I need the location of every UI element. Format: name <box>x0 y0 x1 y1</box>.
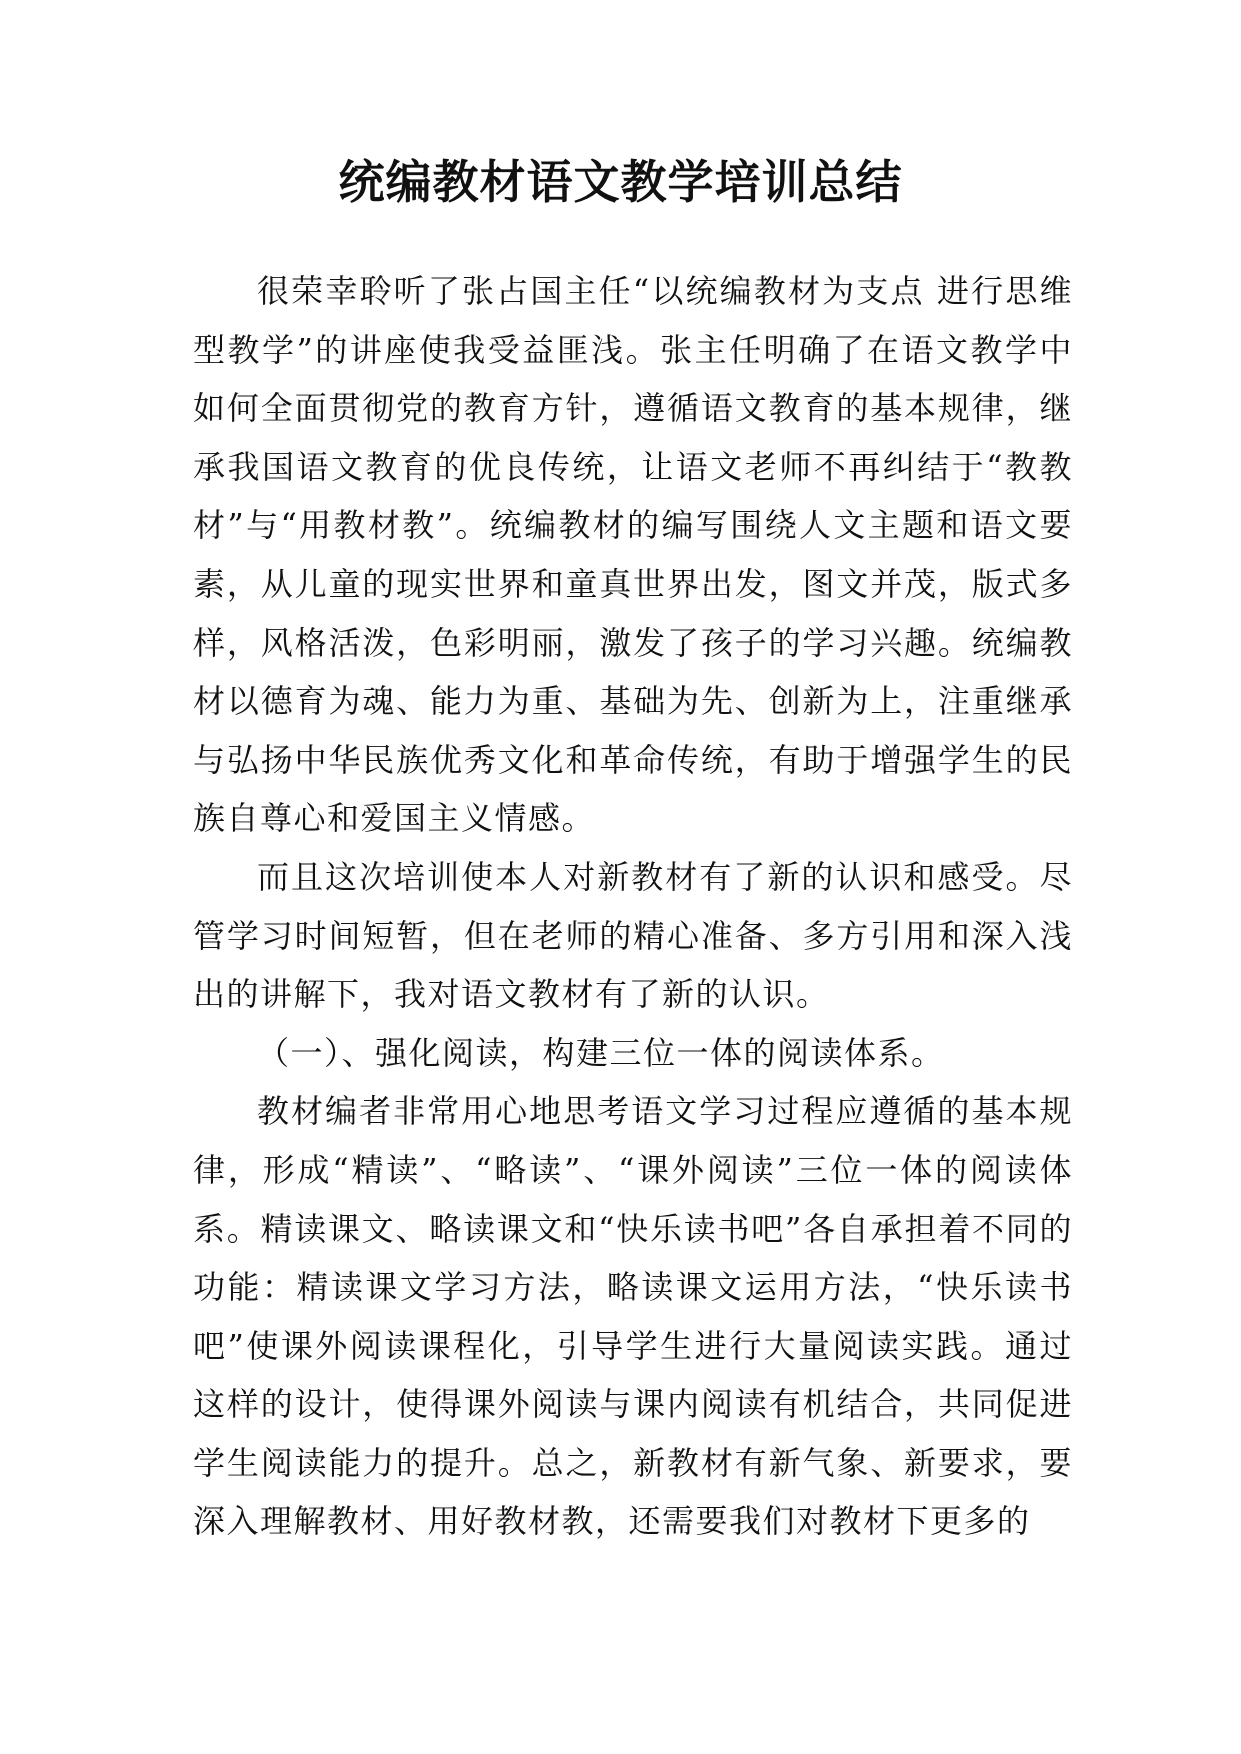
document-title: 统编教材语文教学培训总结 <box>338 155 903 209</box>
section-heading-reading: （一）、强化阅读，构建三位一体的阅读体系。 <box>257 1033 945 1072</box>
document-body <box>193 262 1073 1551</box>
paragraph-intro: 很荣幸聆听了张占国主任“以统编教材为支点 进行思维型教学”的讲座使我受益匪浅。张主任明确了在语文教学中如何全面贯彻党的教育方针，遵循语文教育的基本规律，继承我国语文教育的优良传统，让语文老师不再纠结于“教教材”与“用教材教”。统编教材的编写围绕人文主题和语文要素，从儿童的现实世界和童真世界出发，图文并茂，版式多样，风格活泼，色彩明丽，激发了孩子的学习兴趣。统编教材以德育为魂、能力为重、基础为先、创新为上，注重继承与弘扬中华民族优秀文化和革命传统，有助于增强学生的民族自尊心和爱国主义情感。 <box>193 272 1073 838</box>
paragraph-reading-system: 教材编者非常用心地思考语文学习过程应遵循的基本规律，形成“精读”、“略读”、“课外阅读”三位一体的阅读体系。精读课文、略读课文和“快乐读书吧”各自承担着不同的功能：精读课文学习方法，略读课文运用方法，“快乐读书吧”使课外阅读课程化，引导学生进行大量阅读实践。通过这样的设计，使得课外阅读与课内阅读有机结合，共同促进学生阅读能力的提升。总之，新教材有新气象、新要求，要深入理解教材、用好教材教，还需要我们对教材下更多的 <box>193 1092 1073 1541</box>
paragraph-training-impression: 而且这次培训使本人对新教材有了新的认识和感受。尽管学习时间短暂，但在老师的精心准备、多方引用和深入浅出的讲解下，我对语文教材有了新的认识。 <box>193 857 1073 1014</box>
